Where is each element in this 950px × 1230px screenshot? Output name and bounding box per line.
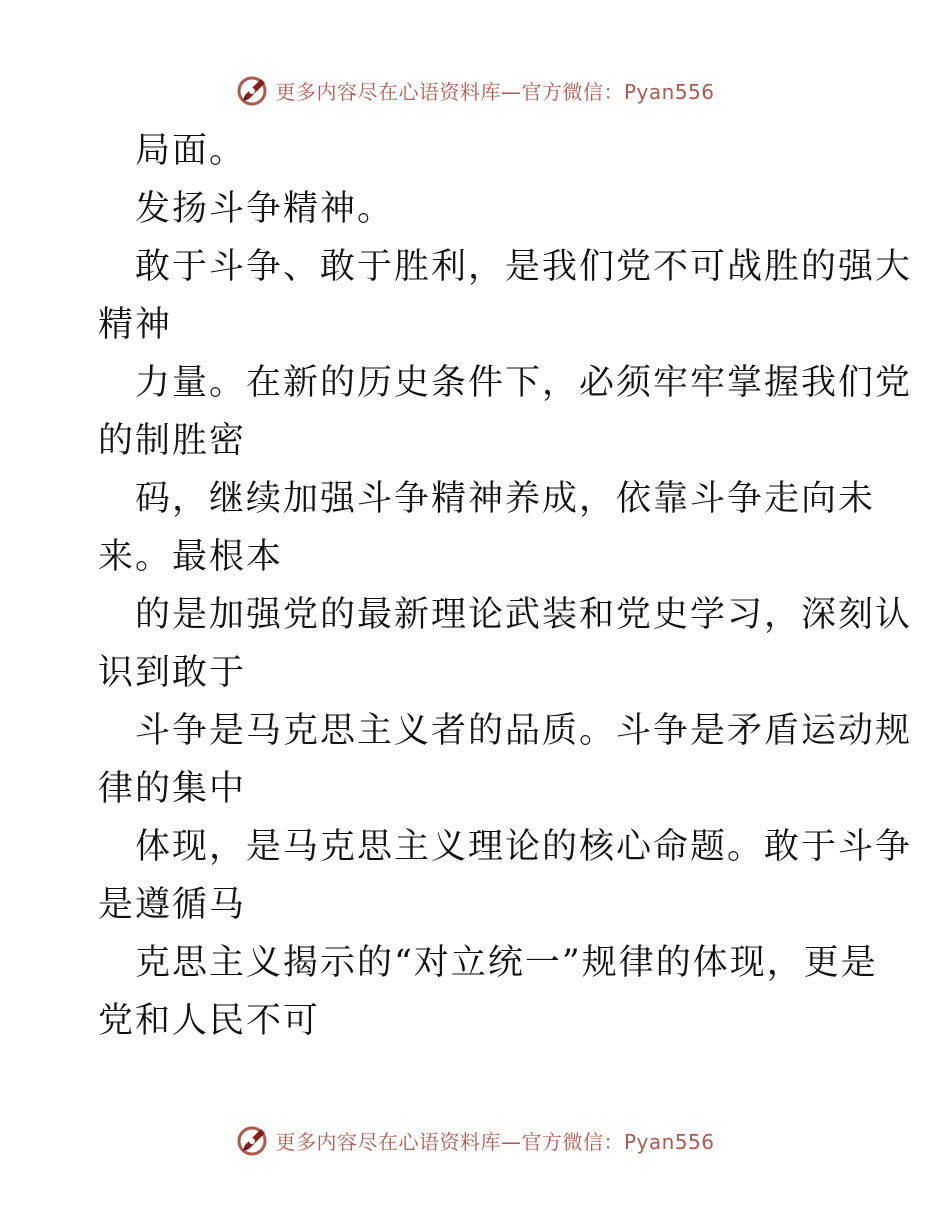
footer-banner [0, 1120, 950, 1160]
text-line: 来。最根本 [98, 537, 284, 577]
text-line: 是遵循马 [98, 885, 247, 925]
text-line: 发扬斗争精神。 [135, 189, 395, 229]
pen-nib-logo-icon [235, 1123, 269, 1157]
document-body [98, 122, 913, 1050]
text-line: 敢于斗争、敢于胜利，是我们党不可战胜的强大 [135, 247, 913, 287]
header-banner [0, 70, 950, 110]
text-line: 识到敢于 [98, 653, 247, 693]
footer-banner-text: 更多内容尽在心语资料库—官方微信：Pyan556 [275, 1129, 715, 1154]
footer-wechat-id: Pyan556 [623, 1129, 715, 1154]
text-line: 的制胜密 [98, 421, 247, 461]
pen-nib-logo-icon [235, 73, 269, 107]
text-line: 局面。 [135, 131, 247, 171]
header-wechat-id: Pyan556 [623, 79, 715, 104]
text-line: 精神 [98, 305, 173, 345]
text-line: 的是加强党的最新理论武装和党史学习，深刻认 [135, 595, 913, 635]
text-line: 力量。在新的历史条件下，必须牢牢掌握我们党 [135, 363, 913, 403]
text-line: 党和人民不可 [98, 1001, 321, 1041]
header-banner-text: 更多内容尽在心语资料库—官方微信：Pyan556 [275, 79, 715, 104]
text-line: 克思主义揭示的“对立统一”规律的体现，更是 [135, 943, 878, 983]
text-line: 律的集中 [98, 769, 247, 809]
text-line: 体现，是马克思主义理论的核心命题。敢于斗争 [135, 827, 913, 867]
text-line: 斗争是马克思主义者的品质。斗争是矛盾运动规 [135, 711, 913, 751]
text-line: 码，继续加强斗争精神养成，依靠斗争走向未 [135, 479, 876, 519]
